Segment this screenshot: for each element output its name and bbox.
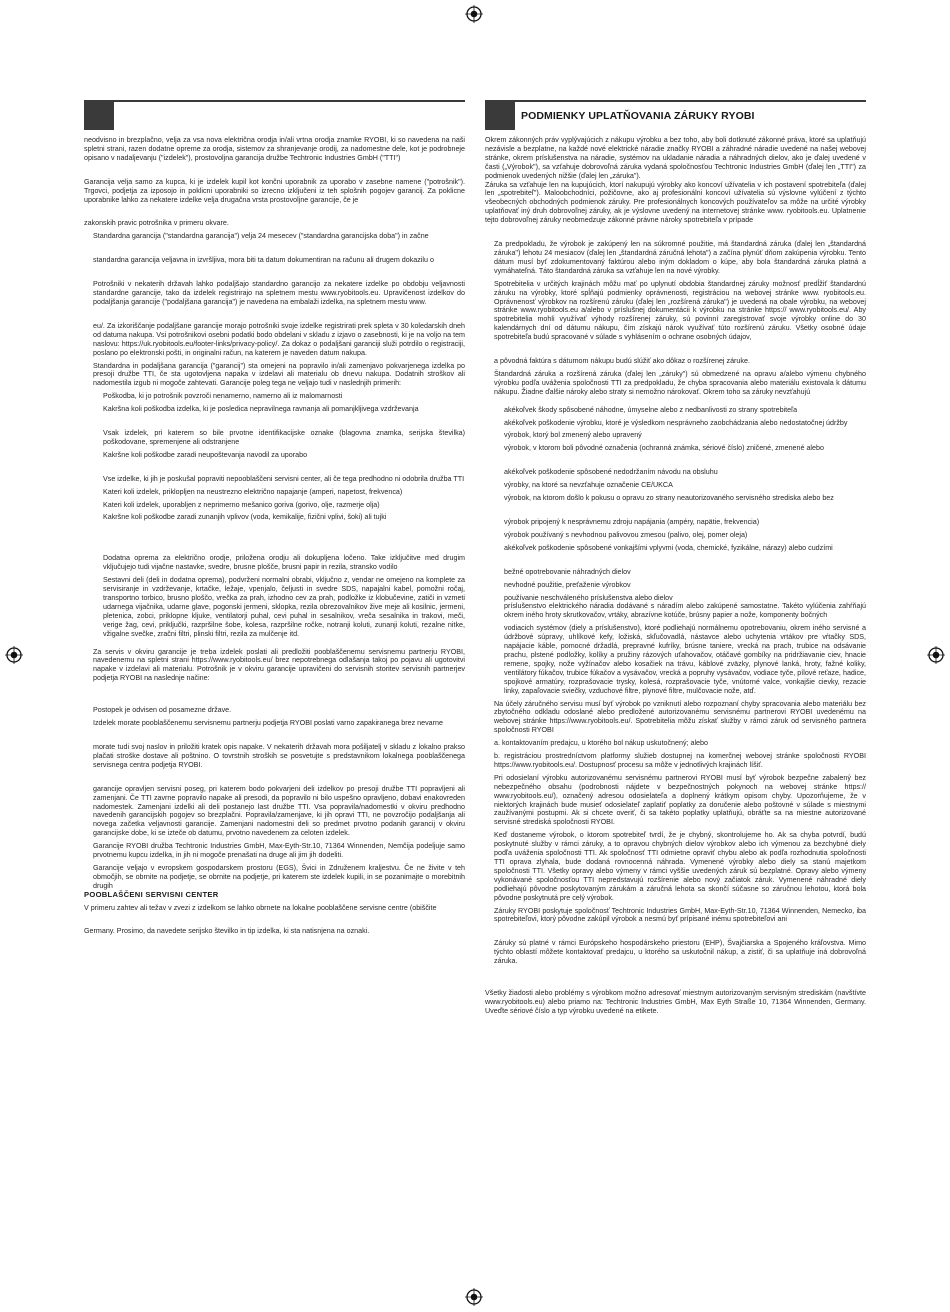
- left-list-item: Kakršne koli poškodbe zaradi zunanjih vplivov (voda, kemikalije, fizični vplivi, šoki) ali tujki: [103, 513, 387, 522]
- left-header-block: [84, 100, 114, 130]
- left-paragraph: Standardna garancija ("standardna garancija") velja 24 mesecev ("standardna garancijska doba") in začne: [93, 232, 429, 241]
- left-list-item: Kakršna koli poškodba izdelka, ki je posledica nepravilnega ravnanja ali pomanjkljivega vzdrževanja: [103, 405, 419, 414]
- left-list-item: Dodatna oprema za električno orodje, priložena orodju ali dokupljena ločeno. Take izključitve med drugim vključujejo tudi vijačne nastavke, svedre, brusne plošče, brusni papir in rezila, stransko vodilo: [103, 554, 465, 572]
- right-paragraph: Štandardná záruka a rozšírená záruka (ďalej len „záruky") sú obmedzené na opravu a/alebo výmenu chybného výrobku podľa uváženia spoločnosti TTI za predpokladu, že chyba spracovania alebo materiálu existovala k dátumu nákupu. Žiadne ďalšie nároky alebo straty si nemožno nárokovať. Okrem toho sa záruky nevzťahujú: [494, 369, 866, 396]
- right-paragraph: b. registráciou prostredníctvom platformy služieb dostupnej na komerčnej webovej stránke spoločnosti RYOBI https://www.ryobitools.eu/. Dostupnosť procesu sa môže v jednotlivých krajinách líšiť.: [494, 752, 866, 769]
- left-paragraph: eu/. Za izkoriščanje podaljšane garancije morajo potrošniki svoje izdelke registrirati prek spleta v 30 koledarskih dneh od datuma nakupa. Vsi potrošnikovi osebni podatki bodo obdelani v skladu z izjavo o zasebnosti, ki je na voljo na tem naslovu: https://uk.ryobitools.eu/footer-links/privacy-policy/. Za dokaz o podaljšani garanciji služi potrdilo o registraciji, poslano po elektronski pošti, in originalni račun, na katerem je naveden datum nakupa.: [93, 321, 465, 357]
- right-paragraph: Záruky RYOBI poskytuje spoločnosť Techtronic Industries GmbH, Max-Eyth-Str.10, 71364 Winnenden, Nemecko, iba spotrebiteľovi, ktorý pôvodne zakúpil výrobok a nesmú byť prípisané inému spotrebiteľovi ani: [494, 906, 866, 924]
- right-list-item: výrobok pripojený k nesprávnemu zdroju napájania (ampéry, napätie, frekvencia): [504, 518, 760, 526]
- left-list-item: Vsak izdelek, pri katerem so bile prvotne identifikacijske oznake (blagovna znamka, serijska številka) poškodovane, spremenjene ali odstranjene: [103, 429, 465, 446]
- right-list-item: akékoľvek poškodenie spôsobené vonkajšími vplyvmi (voda, chemické, fyzikálne, nárazy) alebo cudzími: [504, 543, 833, 552]
- registration-mark-right: [927, 646, 945, 664]
- left-list-item: Sestavni deli (deli in dodatna oprema), podvrženi normalni obrabi, vključno z, vendar ne omejeno na komplete za servisiranje in vzdrževanje, krtačke, ležaje, vpenjalo, čeljusti in svedre SDS, napajalni kabel, pomožni ročaj, transportno torbico, brusno ploščo, vrečka za prah, izhodno cev za prah, podložke iz klobučevine, zatiči in vzmeti udarnega vijačnika, udarne glave, pogonski jermeni, sklopka, rezila obrezovalnikov žive meje ali kosilnic, jermeni, pletenica, zobci, priklopne kljuke, ventilatorji puhal, cevi puhal in sesalnikov, vreča sesalnika in trakovi, meči, verige žag, cevi, priključki, razpršilne šobe, kolesa, razpršilne ročke, notranji koluti, zunanji koluti, rezalne nitke, vžigalne svečke, zračni filtri, plinski filtri, rezila za mulčenje itd.: [103, 576, 465, 638]
- left-header-bar: [84, 100, 465, 130]
- right-paragraph: Za predpokladu, že výrobok je zakúpený len na súkromné použitie, má štandardná záruka (ďalej len „štandardná záruka") lehotu 24 mesiacov (ďalej len „štandardná záručná lehota") a začína plynúť dňom zakúpenia výrobku. Tento dátum musí byť zdokumentovaný faktúrou alebo iným dokladom o kúpe, aby bola štandardná záruka platná a vymáhateľná. Táto štandardná záruka sa vzťahuje len na nové výrobky.: [494, 240, 866, 275]
- right-paragraph: a. kontaktovaním predajcu, u ktorého bol nákup uskutočnený; alebo: [494, 739, 708, 748]
- right-list-item: výrobok, v ktorom boli pôvodné označenia (ochranná známka, sériové číslo) zničené, zmenené alebo: [504, 444, 824, 453]
- right-list-item: akékoľvek poškodenie výrobku, ktoré je výsledkom nesprávneho zaobchádzania alebo nedostatočnej údržby: [504, 418, 848, 427]
- right-paragraph: a pôvodná faktúra s dátumom nákupu budú slúžiť ako dôkaz o rozšírenej záruke.: [494, 357, 750, 366]
- left-paragraph: Postopek je odvisen od posamezne države.: [93, 706, 232, 715]
- right-paragraph: Spotrebitelia v určitých krajinách môžu mať po uplynutí obdobia štandardnej záruky možnosť predĺžiť štandardnú záruku na výrobky, ktoré spĺňajú podmienky oprávnenosti, registráciou na webovej stránke www. ryobitools.eu. Oprávnenosť výrobkov na rozšírenú záruku (ďalej len „rozšírená záruka") je uvedená na obale výrobku, na webovej stránke www.ryobitools.eu a/alebo v príslušnej dokumentácii k výrobku na stránke https:// www.ryobitools.eu/. Aby spotrebitelia mohli využívať výhody rozšírenej záruky, sú povinní zaregistrovať svoje výrobky online do 30 kalendárnych dní od dátumu nákupu, čím získajú nárok využívať túto rozšírenú záruku. Všetky osobné údaje spotrebiteľa budú spracované v súlade s vyhlásením o ochrane osobných údajov,: [494, 279, 866, 342]
- left-paragraph: Garancija velja samo za kupca, ki je izdelek kupil kot končni uporabnik za uporabo v zasebne namene ("potrošnik"). Trgovci, podjetja za izposojo in poklicni uporabniki so izrecno izključeni iz teh splošnih pogojev garancij. Za poklicne uporabnike lahko za nekatere izdelke velja drugačna vrsta prostovoljne garancije, če je: [84, 177, 465, 204]
- left-list-item: Poškodba, ki jo potrošnik povzroči nenamerno, namerno ali iz malomarnosti: [103, 392, 343, 401]
- left-list-item: Kateri koli izdelek, uporabljen z neprimerno mešanico goriva (gorivo, olje, razmerje olja): [103, 500, 380, 509]
- left-paragraph: standardna garancija veljavna in izvršljiva, mora biti ta datum dokumentiran na računu ali drugem dokazilu o: [93, 256, 434, 265]
- left-header-rule: [114, 100, 465, 102]
- right-list-item: príslušenstvo elektrického náradia dodávané s náradím alebo zakúpené samostatne. Takéto vylúčenia zahŕňajú okrem iného hroty skrutkovačov, vrtáky, abrazívne kotúče, brúsny papier a nože, komponenty bočných: [504, 602, 866, 620]
- right-paragraph: Všetky žiadosti alebo problémy s výrobkom možno adresovať miestnym autorizovaným servisným strediskám (navštívte www.ryobitools.eu) alebo priamo na: Techtronic Industries GmbH, Max Eyth Straße 10, 71364 Winnenden, Germany. Uveďte sériové číslo a typ výrobku uvedené na etikete.: [485, 989, 866, 1015]
- left-column: [84, 100, 465, 936]
- left-paragraph: Standardna in podaljšana garancija ("garancij") sta omejeni na popravilo in/ali zamenjavo pokvarjenega izdelka po presoji družbe TTI, če sta ugotovljena napaka v izdelavi ali materialu ob dnevu nakupa. Dodatnih stroškov ali nadomestila izgub ni mogoče zahtevati. Garancije poleg tega ne veljajo tudi v naslednjih primerih:: [93, 361, 465, 388]
- right-paragraph: Keď dostaneme výrobok, o ktorom spotrebiteľ tvrdí, že je chybný, skontrolujeme ho. Ak sa chyba potvrdí, budú poskytnuté služby v rámci záruky, a to opravou chybných dielov výrobkov alebo ich výmenou za bezchybné diely podľa uváženia spoločnosti TTI. Ak spoločnosť TTI odmietne opraviť chybu alebo ak podľa rozhodnutia spoločnosti TTI oprava zlyhala, bude dodaná rovnocenná náhrada. Vymenené výrobky alebo diely sa stanú majetkom spoločnosti TTI. Všetky opravy alebo výmeny v rámci vyššie uvedených záruk sú bezplatné. Opravy alebo výmeny vykonávané spoločnosťou TTI nepredstavujú rozšírenie alebo nový začiatok záruk. Vymenené náhradné diely podliehajú pôvodne poskytovaným zárukám a záručná lehota sa skončí súčasne so záručnou lehotou, ktorá bola pôvodne poskytnutá pre celý výrobok.: [494, 831, 866, 902]
- left-paragraph: zakonskih pravic potrošnika v primeru okvare.: [84, 219, 229, 228]
- right-paragraph: Na účely záručného servisu musí byť výrobok po vzniknutí alebo rozpoznaní chyby spracovania alebo materiálu bez zbytočného odkladu odoslané alebo predložené autorizovanému servisnému partnerovi RYOBI uvedenému na webovej stránke https://www.ryobitools.eu/. Spotrebitelia môžu získať služby v rámci záruk od servisného partnera spoločnosti RYOBI: [494, 699, 866, 735]
- right-paragraph: Pri odosielaní výrobku autorizovanému servisnému partnerovi RYOBI musí byť výrobok bezpečne zabalený bez nebezpečného obsahu (podrobnosti nájdete v bezpečnostných pokynoch na webovej stránke https:// www.ryobitools.eu/), označený adresou odosielateľa a doplnený krátkym opisom chyby. Upozorňujeme, že v niektorých krajinách bude musieť odosielateľ zaplatiť poplatky za doručenie alebo poštovné v súlade s miestnymi zaužívanými postupmi. Ak si chcete overiť, či sa takéto poplatky uplatňujú, obráťte sa na miestne autorizované servisné strediská spoločnosti RYOBI.: [494, 773, 866, 827]
- right-paragraph: Záruka sa vzťahuje len na kupujúcich, ktorí nakupujú výrobky ako koncoví užívatelia v ich postavení spotrebiteľa (ďalej len „spotrebiteľ"). Maloobchodníci, požičovne, ako aj profesionálni koncoví užívatelia sú výslovne vylúčení z týchto všeobecných obchodných podmienok záruky. Pre profesionálnych koncových používateľov sa môže na určité výrobky uplatňovať iný druh dobrovoľnej záruky, ak je výslovne uvedený na internetovej stránke www. ryobitools.eu. Uplatnenie tejto dobrovoľnej záruky neobmedzuje zákonné právne nároky spotrebiteľa v prípade: [485, 180, 866, 225]
- right-list-item: akékoľvek poškodenie spôsobené nedodržaním návodu na obsluhu: [504, 468, 718, 477]
- right-header-bar: [485, 100, 866, 130]
- right-column: [485, 100, 866, 1016]
- left-paragraph: garancije opravljen servisni poseg, pri katerem bodo pokvarjeni deli izdelkov po presoji družbe TTI popravljeni ali zamenjani. Če TTI zavrne popravilo napake ali presodi, da popravilo ni bilo uspešno opravljeno, dobavi enakovreden nadomestek. Zamenjani izdelki ali deli postanejo last družbe TTI. Vsa popravila/nadomestki v okviru predhodno navedenih garancijskih pogojev so brezplačni. Popravila/zamenjave, ki jih opravi TTI, ne povzročijo podaljšanja ali novega začetka veljavnosti garancije. Zamenjani nadomestni deli so predmet prvotno podanih garancij v okviru garancijske dobe, ki se izteče ob datumu, prvotno navedenem za celoten izdelek.: [93, 784, 465, 838]
- right-list-item: používanie neschváleného príslušenstva alebo dielov: [504, 593, 673, 602]
- right-list-item: bežné opotrebovanie náhradných dielov: [504, 567, 631, 576]
- left-paragraph: Izdelek morate pooblaščenemu servisnemu partnerju podjetja RYOBI poslati varno zapakiranega brez nevarne: [93, 719, 443, 728]
- left-paragraph: Garancije veljajo v evropskem gospodarskem prostoru (EGS), Švici in Združenem kraljestvu. Če ne živite v teh območjih, se obrnite na podjetje, se obrnite na podjetje, pri katerem ste izdelek kupili, in se pozanimajte o morebitnih drugih: [93, 863, 465, 890]
- section-heading-service-center: POOBLAŠČENI SERVISNI CENTER: [84, 889, 219, 899]
- registration-mark-left: [5, 646, 23, 664]
- right-header-rule: [515, 100, 866, 102]
- left-paragraph: Garancije RYOBI družba Techtronic Industries GmbH, Max-Eyth-Str.10, 71364 Winnenden, Nemčija podeljuje samo prvotnemu kupcu izdelka, in jih ni mogoče prenašati na druge ali jim jih dodeliti.: [93, 842, 465, 860]
- left-list-item: Vse izdelke, ki jih je poskušal popraviti nepooblaščeni servisni center, ali če tega predhodno ni odobrila družba TTI: [103, 474, 465, 483]
- right-paragraph: Záruky sú platné v rámci Európskeho hospodárskeho priestoru (EHP), Švajčiarska a Spojeného kráľovstva. Mimo týchto oblastí môžete kontaktovať predajcu, u ktorého sa uskutočnil nákup, a zistiť, či sa uplatňuje iná dobrovoľná záruka.: [494, 939, 866, 966]
- left-paragraph: neodvisno in brezplačno, velja za vsa nova električna orodja in/ali vrtna orodja znamke RYOBI, ki so navedena na naši spletni strani, razen dodatne opreme za orodja, sistemov za shranjevanje orodij, za nadomestne dele, kot je podrobneje opisano v nadaljevanju ("izdelek"), prostovoljna garancija družbe Techtronic Industries GmbH ("TTI"): [84, 136, 465, 162]
- left-list-item: Kakršne koli poškodbe zaradi neupoštevanja navodil za uporabo: [103, 450, 308, 459]
- left-paragraph: morate tudi svoj naslov in priložiti kratek opis napake. V nekaterih državah mora pošiljatelj v skladu z lokalno prakso plačati stroške dostave ali poštnino. O tovrstnih stroških se posvetujte s predstavnikom lokalnega pooblaščenega servisnega centra podjetja RYOBI.: [93, 742, 465, 769]
- left-paragraph: Germany. Prosimo, da navedete serijsko številko in tip izdelka, ki sta natisnjena na oznaki.: [84, 927, 370, 936]
- registration-mark-bottom: [465, 1288, 483, 1306]
- right-header-block: [485, 100, 515, 130]
- left-paragraph: V primeru zahtev ali težav v zvezi z izdelkom se lahko obrnete na lokalne pooblaščene servisne centre (obiščite: [84, 903, 437, 912]
- left-paragraph: Potrošniki v nekaterih državah lahko podaljšajo standardno garancijo za nekatere izdelke po obdobju veljavnosti standardne garancije, tako da izdelek registrirajo na spletnem mestu www.ryobitools.eu. Upravičenost izdelkov do podaljšanja garancije ("podaljšana garancija") je navedena na embalaži izdelka, na spletnem mestu www.: [93, 280, 465, 306]
- right-list-item: výrobky, na ktoré sa nevzťahuje označenie CE/UKCA: [504, 481, 673, 490]
- right-list-item: vodiacich systémov (diely a príslušenstvo), ktoré podliehajú normálnemu opotrebovaniu, okrem iného servisné a údržbové súpravy, uhlíkové kefy, ložiská, skľučovadlá, nástavce alebo uchytenia vrtákov pre vŕtačky SDS, napájacie káble, pomocné držadlá, prepravné kufríky, brúsne taniere, vrecká na prach, trubice na odsávanie prachu, plstené podložky, kolíky a pružiny rázových uťahovačov, otáčavé gombíky na pridržiavanie ciev, hnacie remene, spojky, nože vyžínačov alebo kosačiek na trávu, káblové zväzky, plynové lanká, hroty, fažné koliky, ventilátory fúkačov, trubice fúkačov a vysávačov, vrecká a popruhy vysávačov, vodiace tyče, pílové reťaze, hadice, spojkové armatúry, rozprašovacie trysky, kolesá, rozprašovacie tyče, vnútorné valce, vonkajšie cievky, rezacie linky, zapaľovacie sviečky, vzduchové filtre, plynové filtre, mulčovacie nože, atď.: [504, 624, 866, 695]
- page-title: PODMIENKY UPLATŇOVANIA ZÁRUKY RYOBI: [521, 110, 755, 122]
- right-list-item: výrobok, na ktorom došlo k pokusu o opravu zo strany neautorizovaného servisného strediska alebo bez: [504, 494, 834, 503]
- registration-mark-top: [465, 5, 483, 23]
- right-list-item: akékoľvek škody spôsobené náhodne, úmyselne alebo z nedbanlivosti zo strany spotrebiteľa: [504, 405, 798, 414]
- right-list-item: výrobok, ktorý bol zmenený alebo upravený: [504, 431, 642, 440]
- right-list-item: nevhodné použitie, preťaženie výrobkov: [504, 580, 631, 589]
- left-list-item: Kateri koli izdelek, priklopljen na neustrezno električno napajanje (amperi, napetost, frekvenca): [103, 487, 403, 496]
- right-paragraph: Okrem zákonných práv vyplývajúcich z nákupu výrobku a bez toho, aby boli dotknuté zákonné práva, ktoré sa uplatňujú nezávisle a bezplatne, na každé nové elektrické náradie značky RYOBI a záhradné náradie uvedené na našej webovej stránke, okrem príslušenstva na náradie, systémov na ukladanie náradia a náhradných dielov, ako je ďalej uvedené v časti („Výrobok"), sa vzťahuje dobrovoľná záruka vydaná spoločnosťou Techtronic Industries GmbH (ďalej len „TTI") za podmienok uvedených nižšie (ďalej len „záruka").: [485, 136, 866, 180]
- left-paragraph: Za servis v okviru garancije je treba izdelek poslati ali predložiti pooblaščenemu servisnemu partnerju RYOBI, navedenemu na spletni strani https://www.ryobitools.eu/ brez nepotrebnega odlašanja takoj po pojavu ali ugotovitvi napake v izdelavi ali materialu. Potrošnik je v okviru garancije upravičeni do servisnih storitev servisnih partnerjev podjetja RYOBI na naslednje načine:: [93, 647, 465, 683]
- right-list-item: výrobok používaný s nevhodnou palivovou zmesou (palivo, olej, pomer oleja): [504, 530, 748, 539]
